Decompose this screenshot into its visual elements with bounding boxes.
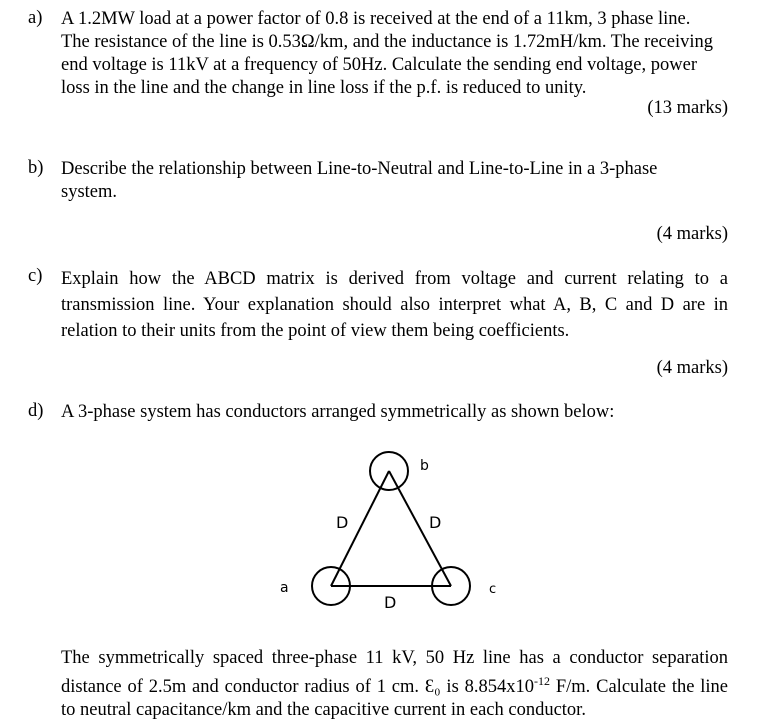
question-c-line: transmission line. Your explanation should also interpret what A, B, C and D are in — [61, 295, 728, 315]
question-d-para2-post: F/m. Calculate the line — [550, 677, 728, 698]
question-a-marks: (13 marks) — [647, 98, 728, 118]
distance-label-right: D — [429, 513, 442, 532]
question-d-para-line — [61, 670, 728, 699]
question-c-marks: (4 marks) — [656, 358, 728, 378]
question-d-label: d) — [28, 401, 44, 421]
question-d-para-line: to neutral capacitance/km and the capacitive current in each conductor. — [61, 700, 586, 721]
question-d-intro: A 3-phase system has conductors arranged symmetrically as shown below: — [61, 402, 615, 422]
question-a-line: loss in the line and the change in line loss if the p.f. is reduced to unity. — [61, 78, 587, 98]
side-right-line — [389, 471, 451, 586]
conductor-label-a: a — [280, 580, 289, 596]
question-c-line: Explain how the ABCD matrix is derived from voltage and current relating to a — [61, 269, 728, 289]
distance-label-left: D — [336, 513, 349, 532]
question-d-para-line: The symmetrically spaced three-phase 11 kV, 50 Hz line has a conductor separation — [61, 648, 728, 668]
question-d-para2-pre: distance of 2.5m and conductor radius of 1 cm. Ɛ₀ is 8.854x10 — [61, 677, 534, 698]
question-b-text — [61, 158, 728, 204]
question-b — [28, 158, 728, 204]
question-b-line: Describe the relationship between Line-to-Neutral and Line-to-Line in a 3-phase — [61, 159, 658, 179]
conductor-label-c: c — [489, 582, 497, 597]
question-b-marks: (4 marks) — [656, 224, 728, 244]
question-a-line: A 1.2MW load at a power factor of 0.8 is received at the end of a 11km, 3 phase line. — [61, 9, 691, 29]
conductor-arrangement-diagram — [270, 440, 510, 620]
question-d-paragraph — [28, 647, 728, 722]
question-b-line: system. — [61, 182, 118, 202]
question-a-line: The resistance of the line is 0.53Ω/km, and the inductance is 1.72mH/km. The receiving — [61, 32, 713, 52]
question-a-line: end voltage is 11kV at a frequency of 50Hz. Calculate the sending end voltage, power — [61, 55, 697, 75]
question-c-label: c) — [28, 266, 43, 286]
question-b-label: b) — [28, 158, 44, 178]
question-a-text — [61, 8, 728, 100]
question-d — [28, 401, 728, 424]
question-c-line: relation to their units from the point of view them being coefficients. — [61, 321, 570, 341]
question-a — [28, 8, 728, 100]
question-c-text — [61, 266, 728, 344]
conductor-label-b: b — [420, 458, 429, 474]
question-d-exponent: -12 — [534, 674, 550, 688]
question-a-label: a) — [28, 8, 43, 28]
question-c — [28, 266, 728, 344]
distance-label-bottom: D — [384, 593, 397, 612]
